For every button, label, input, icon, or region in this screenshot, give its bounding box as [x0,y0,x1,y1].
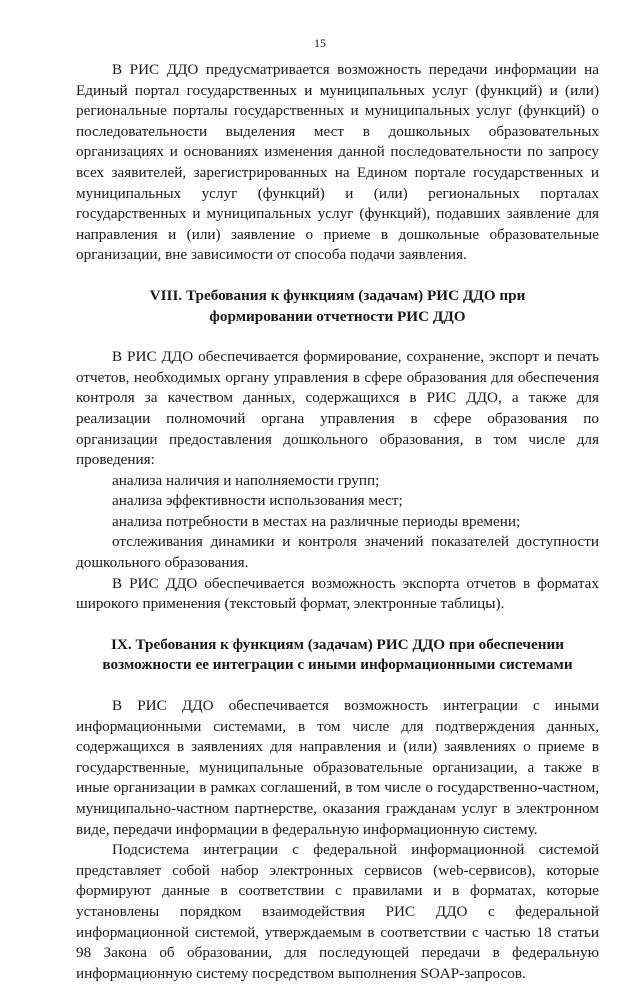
page-number: 15 [314,36,326,50]
section-9-heading [76,635,599,676]
section-8-list-item: отслеживания динамики и контроля значений показателей доступности дошкольного образования. [76,533,599,572]
paragraph-intro: В РИС ДДО предусматривается возможность передачи информации на Единый портал государственных и муниципальных услуг (функций) и (или) региональные порталы государственных и муниципальных услуг (функций) о последовательности выделения мест в дошкольных образовательных организациях и основаниях изменения данной последовательности по запросу всех заявителей, зарегистрированных на Едином портале государственных и муниципальных услуг (функций) и (или) региональных порталах государственных и муниципальных услуг (функций), подавших заявление для направления и (или) заявление о приеме в дошкольные образовательные организации, вне зависимости от способа подачи заявления. [76,61,599,264]
section-8-list-item: анализа наличия и наполняемости групп; [112,471,380,489]
section-9-paragraph-2: Подсистема интеграции с федеральной информационной системой представляет собой набор электронных сервисов (web-сервисов), которые формируют данные в соответствии с правилами и в форматах, которые установлены порядком взаимодействия РИС ДДО с федеральной информационной системой, утверждаемым в соответствии с частью 18 статьи 98 Закона об образовании, для последующей передачи в федеральную информационную систему посредством выполнения SOAP-запросов. [76,841,599,982]
section-8-heading-line2: формировании отчетности РИС ДДО [209,307,466,325]
section-9-heading-line2: возможности ее интеграции с иными информационными системами [102,656,573,674]
section-9-heading-line1: IX. Требования к функциям (задачам) РИС ДДО при обеспечении [111,635,564,653]
section-8-heading-line1: VIII. Требования к функциям (задачам) РИС ДДО при [149,286,526,304]
section-8-list-item: анализа потребности в местах на различные периоды времени; [112,512,521,530]
section-9-paragraph-1: В РИС ДДО обеспечивается возможность интеграции с иными информационными системами, в том числе для подтверждения данных, содержащихся в заявлениях для направления и (или) заявлениях о приеме в государственные, муниципальные образовательные организации, а также в иные организации в рамках соглашений, в том числе о государственно-частном, муниципально-частном партнерстве, оказания гражданам услуг в электронном виде, передачи информации в федеральную информационную систему. [76,697,599,838]
section-8-paragraph-1: В РИС ДДО обеспечивается формирование, сохранение, экспорт и печать отчетов, необходимых органу управления в сфере образования для обеспечения контроля за качеством данных, содержащихся в РИС ДДО, а также для реализации полномочий органа управления в сфере образования по организации предоставления дошкольного образования, в том числе для проведения: [76,348,599,469]
document-body [76,60,599,984]
section-8-paragraph-2: В РИС ДДО обеспечивается возможность экспорта отчетов в форматах широкого применения (текстовый формат, электронные таблицы). [76,574,599,613]
section-8-heading [76,286,599,327]
section-8-list-item: анализа эффективности использования мест; [112,492,403,510]
